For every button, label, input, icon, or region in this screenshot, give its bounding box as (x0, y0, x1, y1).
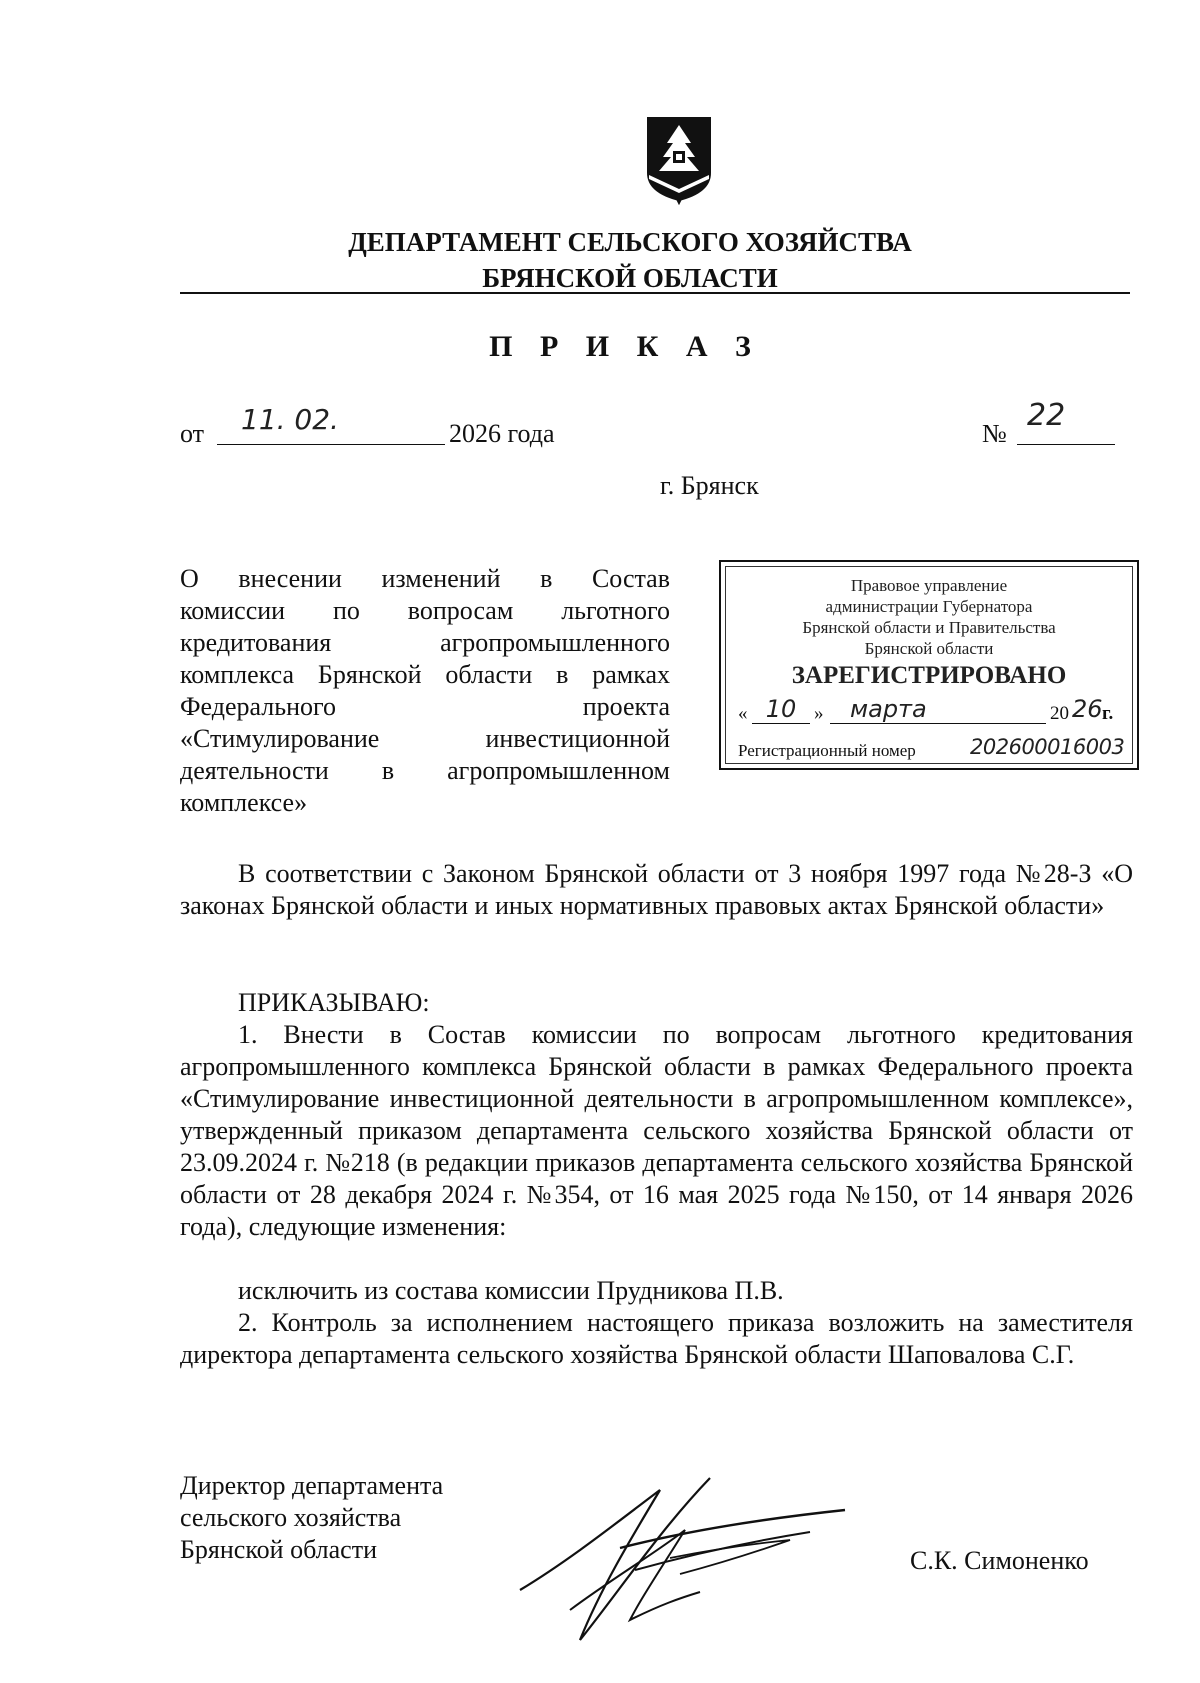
stamp-line: Правовое управление (850, 576, 1008, 595)
legal-basis-paragraph: В соответствии с Законом Брянской области от 3 ноября 1997 года №28-З «О законах Брянской области и иных нормативных правовых актах Брянской области» (180, 859, 1133, 920)
signatory-name: С.К. Симоненко (910, 1546, 1089, 1575)
order-word: ПРИКАЗЫВАЮ: (238, 988, 430, 1017)
order-item-1: 1. Внести в Состав комиссии по вопросам льготного кредитования агропромышленного комплекса Брянской области в рамках Федерального проекта «Стимулирование инвестиционной деятельности в агропромышленном комплексе», утвержденный приказом департамента сельского хозяйства Брянской области от 23.09.2024 г. №218 (в редакции приказов департамента сельского хозяйства Брянской области от 28 декабря 2024 г. №354, от 16 мая 2025 года №150, от 14 января 2026 года), следующие изменения: (180, 1020, 1133, 1241)
subject-line: деятельности в агропромышленном (180, 756, 670, 785)
date-prefix: от (180, 419, 205, 448)
subject-line: комиссии по вопросам льготного (180, 596, 670, 625)
stamp-reg-label: Регистрационный номер (738, 741, 916, 760)
stamp-line: администрации Губернатора (825, 597, 1033, 616)
department-name-line1: ДЕПАРТАМЕНТ СЕЛЬСКОГО ХОЗЯЙСТВА (348, 227, 912, 257)
stamp-line: Брянской области и Правительства (802, 618, 1056, 637)
order-item-2: 2. Контроль за исполнением настоящего приказа возложить на заместителя директора департамента сельского хозяйства Брянской области Шаповалова С.Г. (180, 1308, 1133, 1369)
department-name-line2: БРЯНСКОЙ ОБЛАСТИ (482, 263, 778, 293)
order-subject (180, 563, 670, 819)
bryansk-coat-of-arms-icon (643, 113, 715, 205)
stamp-status: ЗАРЕГИСТРИРОВАНО (791, 662, 1067, 689)
position-line: Брянской области (180, 1535, 377, 1564)
city: г. Брянск (660, 471, 759, 500)
stamp-year-prefix: 20 (1050, 703, 1069, 724)
subject-line: «Стимулирование инвестиционной (180, 724, 670, 753)
number-prefix: № (982, 419, 1007, 448)
stamp-month: марта (830, 695, 1046, 724)
date-field (217, 403, 445, 445)
date-handwritten: 11. 02. (241, 403, 339, 436)
stamp-date-row: « 10 » марта 20 26 г. (738, 695, 1114, 724)
number-handwritten: 22 (1027, 398, 1066, 433)
number-field (1017, 398, 1115, 445)
order-item-1-sub: исключить из состава комиссии Прудникова П.В. (238, 1276, 784, 1305)
stamp-reg-number: 202600016003 (970, 735, 1125, 759)
stamp-reg-row (738, 735, 1125, 763)
date-suffix: 2026 года (449, 419, 555, 448)
handwritten-signature (510, 1470, 850, 1650)
header-divider (180, 292, 1130, 294)
subject-line: комплексе» (180, 788, 308, 817)
stamp-day: 10 (752, 695, 810, 724)
subject-line: Федерального проекта (180, 692, 670, 721)
subject-line: О внесении изменений в Состав (180, 564, 670, 593)
stamp-year-handwritten: 26 (1072, 695, 1103, 723)
stamp-year-suffix: г. (1102, 703, 1114, 724)
registration-stamp (719, 560, 1139, 770)
subject-line: кредитования агропромышленного (180, 628, 670, 657)
stamp-line: Брянской области (864, 639, 994, 658)
signatory-position (180, 1470, 443, 1566)
subject-line: комплекса Брянской области в рамках (180, 660, 670, 689)
position-line: сельского хозяйства (180, 1503, 402, 1532)
document-type-title: П Р И К А З (489, 330, 761, 363)
position-line: Директор департамента (180, 1471, 444, 1500)
